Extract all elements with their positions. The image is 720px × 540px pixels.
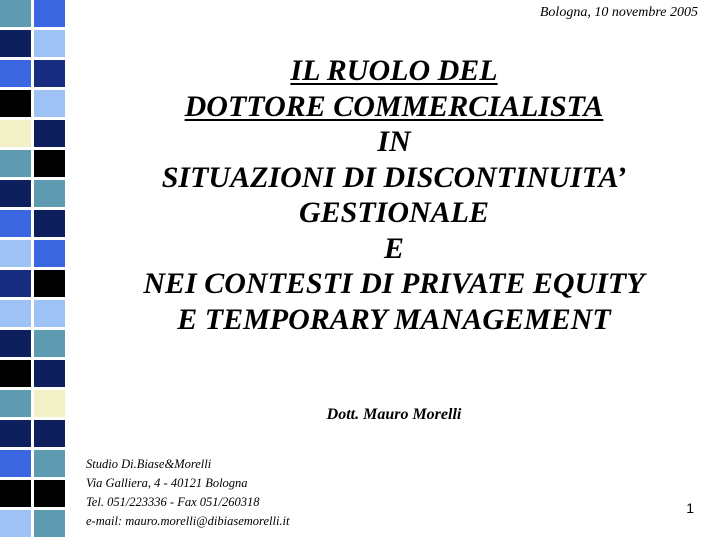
title-line: NEI CONTESTI DI PRIVATE EQUITY — [143, 267, 645, 300]
presentation-title — [68, 53, 720, 337]
stripe-block — [34, 390, 65, 417]
stripe-block — [0, 480, 31, 507]
title-line: GESTIONALE — [298, 196, 490, 229]
presentation-date: Bologna, 10 novembre 2005 — [539, 5, 698, 20]
title-line: IN — [377, 125, 411, 158]
stripe-block — [0, 390, 31, 417]
stripe-block — [0, 30, 31, 57]
stripe-block — [34, 60, 65, 87]
stripe-block — [34, 210, 65, 237]
stripe-block — [0, 150, 31, 177]
stripe-block — [0, 510, 31, 537]
stripe-block — [34, 420, 65, 447]
stripe-block — [34, 510, 65, 537]
stripe-block — [0, 210, 31, 237]
stripe-block — [34, 90, 65, 117]
stripe-block — [0, 330, 31, 357]
stripe-block — [34, 480, 65, 507]
stripe-block — [0, 60, 31, 87]
title-line: E TEMPORARY MANAGEMENT — [177, 302, 611, 336]
stripe-block — [0, 450, 31, 477]
stripe-block — [34, 270, 65, 297]
stripe-block — [34, 360, 65, 387]
title-line: IL RUOLO DEL — [290, 54, 498, 87]
stripe-block — [34, 30, 65, 57]
stripe-block — [34, 150, 65, 177]
stripe-block — [34, 300, 65, 327]
stripe-block — [0, 120, 31, 147]
stripe-block — [34, 240, 65, 267]
studio-name: Studio Di.Biase&Morelli — [86, 457, 212, 471]
stripe-block — [0, 180, 31, 207]
author-name: Dott. Mauro Morelli — [326, 406, 462, 423]
studio-phone: Tel. 051/223336 - Fax 051/260318 — [86, 495, 260, 509]
stripe-block — [34, 450, 65, 477]
stripe-block — [34, 180, 65, 207]
stripe-block — [0, 270, 31, 297]
stripe-block — [34, 120, 65, 147]
stripe-block — [34, 0, 65, 27]
stripe-block — [0, 360, 31, 387]
studio-contact-block — [86, 455, 290, 531]
stripe-block — [0, 300, 31, 327]
stripe-block — [0, 90, 31, 117]
studio-email: e-mail: mauro.morelli@dibiasemorelli.it — [86, 514, 290, 528]
title-line: SITUAZIONI DI DISCONTINUITA’ — [161, 160, 627, 194]
stripe-block — [34, 330, 65, 357]
title-line: DOTTORE COMMERCIALISTA — [184, 89, 604, 123]
title-line: E — [383, 231, 404, 265]
stripe-block — [0, 240, 31, 267]
stripe-block — [0, 420, 31, 447]
stripe-block — [0, 0, 31, 27]
studio-address: Via Galliera, 4 - 40121 Bologna — [86, 476, 248, 490]
page-number: 1 — [686, 500, 694, 516]
decorative-stripe — [0, 0, 68, 540]
